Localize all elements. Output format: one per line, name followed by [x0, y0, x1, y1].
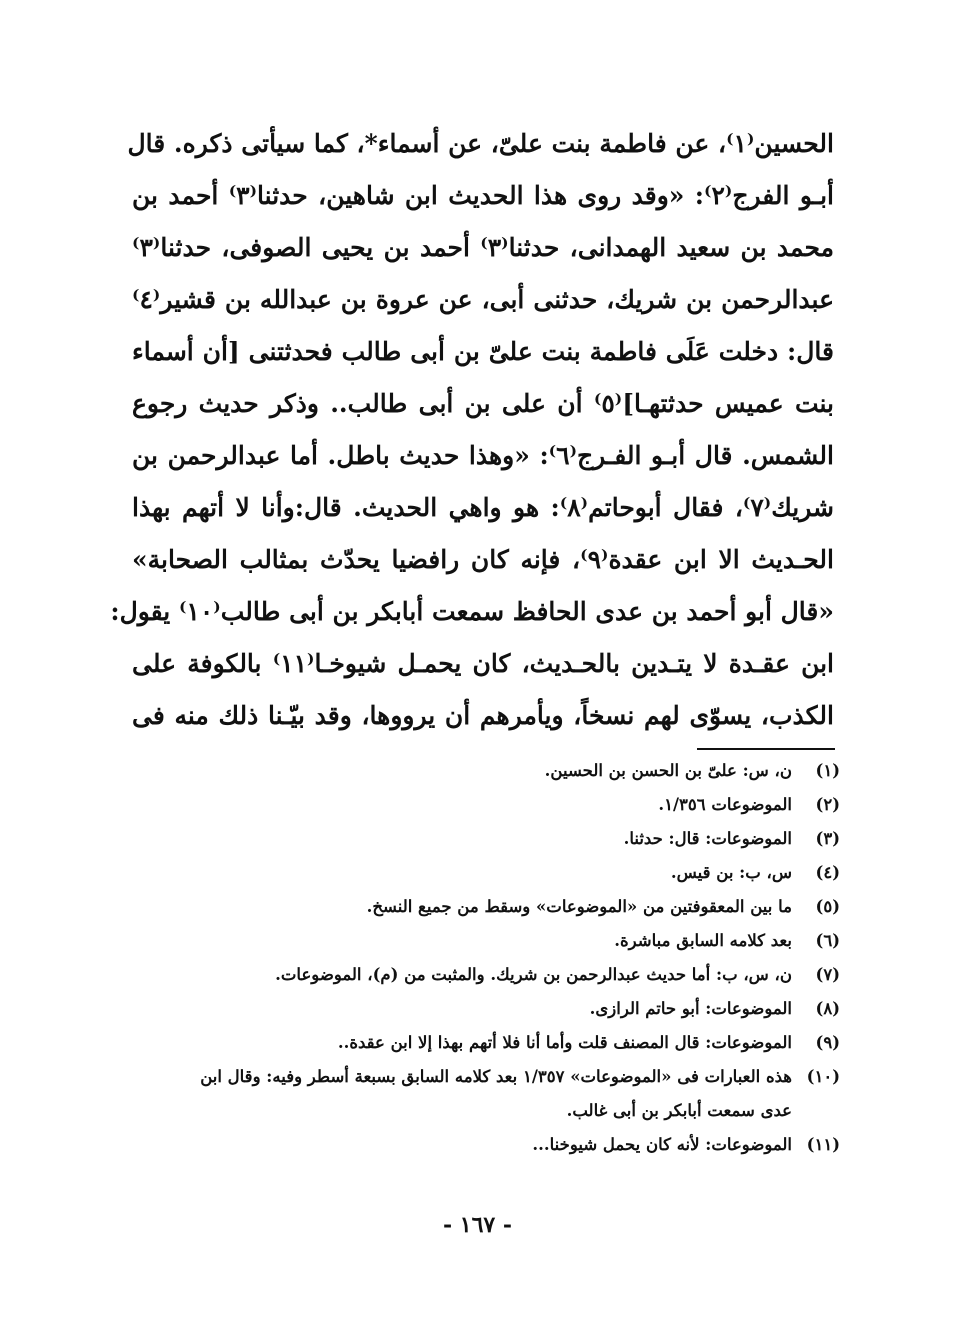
- footnote-text: بعد كلامه السابق مباشرة.: [614, 931, 792, 950]
- footnote-text: س، ب: بن قيس.: [670, 863, 792, 882]
- footnote-text: الموضوعات ١/٣٥٦.: [658, 795, 792, 814]
- footnote: [130, 822, 840, 856]
- footnote-number: (٩): [815, 1033, 840, 1052]
- footnote-text: الموضوعات: لأنه كان يحمل شيوخنا...: [532, 1135, 792, 1154]
- footnotes: [130, 754, 840, 1162]
- text-line: ابن عقـدة لا يتـدين بالحـديث، كان يحمـل شيوخـا⁽١١⁾ بالكوفة على: [132, 649, 835, 678]
- footnote: [130, 1128, 840, 1162]
- footnote-text: ن، س: علىّ بن الحسن بن الحسين.: [544, 761, 792, 780]
- footnote-number: (٧): [815, 965, 840, 984]
- footnote: [130, 1060, 840, 1128]
- footnote: [130, 788, 840, 822]
- text-line: قال: دخلت عَلَى فاطمة بنت علىّ بن أبى طالب فحدثتنى [أن أسماء: [132, 337, 834, 366]
- footnote-number: (١): [815, 761, 840, 780]
- footnote: [130, 856, 840, 890]
- footnote-text: الموضوعات: أبو حاتم الرازى.: [589, 999, 792, 1018]
- footnote: [130, 754, 840, 788]
- text-line: الحسين⁽١⁾، عن فاطمة بنت علىّ، عن أسماء*، كما سيأتى ذكره. قال: [127, 129, 834, 158]
- footnote-number: (٢): [815, 795, 840, 814]
- footnote-text: الموضوعات: قال المصنف قلت وأما أنا فلا أتهم بهذا إلا ابن عقدة..: [337, 1033, 792, 1052]
- footnote-number: (٨): [815, 999, 840, 1018]
- text-line: الشمس. قال أبـو الفـرج⁽٦⁾: «وهذا حديث باطل. أما عبدالرحمن بن: [132, 441, 834, 470]
- footnote-number: (١٠): [806, 1067, 840, 1086]
- footnote-number: (٣): [815, 829, 840, 848]
- footnote-text-continuation: عدى سمعت أبابكر بن أبى غالب.: [566, 1101, 792, 1120]
- footnote-number: (٦): [815, 931, 840, 950]
- footnote: [130, 890, 840, 924]
- footnote-text: الموضوعات: قال: حدثنا.: [623, 829, 792, 848]
- footnote-separator: [697, 748, 835, 750]
- footnote-number: (١١): [806, 1135, 840, 1154]
- footnote-text: ن، س، ب: أما حديث عبدالرحمن بن شريك. والمثبت من (م)، الموضوعات.: [275, 965, 792, 984]
- footnote: [130, 1026, 840, 1060]
- footnote: [130, 958, 840, 992]
- text-line: بنت عميس حدثتهـا]⁽٥⁾ أن على بن أبى طالب.. وذكر حديث رجوع: [132, 389, 834, 418]
- footnote: [130, 992, 840, 1026]
- footnote-number: (٤): [815, 863, 840, 882]
- footnote: [130, 924, 840, 958]
- text-line: شريك⁽٧⁾، فقال أبوحاتم⁽٨⁾: هو واهي الحديث. قال:وأنا لا أتهم بهذا: [132, 493, 834, 522]
- footnote-text: [130, 1060, 792, 1128]
- footnote-number: (٥): [815, 897, 840, 916]
- footnote-text-line: هذه العبارات فى «الموضوعات» ١/٣٥٧ بعد كلامه السابق بسبعة أسطر وفيه: وقال ابن: [200, 1067, 792, 1086]
- page-number: - ١٦٧ -: [442, 1212, 513, 1238]
- text-line: «قال أبو أحمد بن عدى الحافظ سمعت أبابكر بن أبى طالب⁽١٠⁾ يقول:: [110, 597, 834, 626]
- text-line: الحـديث الا ابن عقدة⁽٩⁾، فإنه كان رافضيا يحدّث بمثالب الصحابة»: [132, 545, 834, 574]
- text-line: محمد بن سعيد الهمدانى، حدثنا⁽٣⁾ أحمد بن يحيى الصوفى، حدثنا⁽٣⁾: [132, 233, 834, 262]
- main-text: [110, 118, 835, 742]
- text-line: عبدالرحمن بن شريك، حدثنى أبى، عن عروة بن عبدالله بن قشير⁽٤⁾: [132, 285, 834, 314]
- text-line: الكذب، يسوّى لهم نسخاً، ويأمرهم أن يرووها، وقد بيّـنا ذلك منه فى: [132, 701, 834, 730]
- footnote-text: ما بين المعقوفتين من «الموضوعات» وسقط من جميع النسخ.: [366, 897, 792, 916]
- text-line: أبـو الفرج⁽٢⁾: «وقد روى هذا الحديث ابن شاهين، حدثنا⁽٣⁾ أحمد بن: [132, 181, 834, 210]
